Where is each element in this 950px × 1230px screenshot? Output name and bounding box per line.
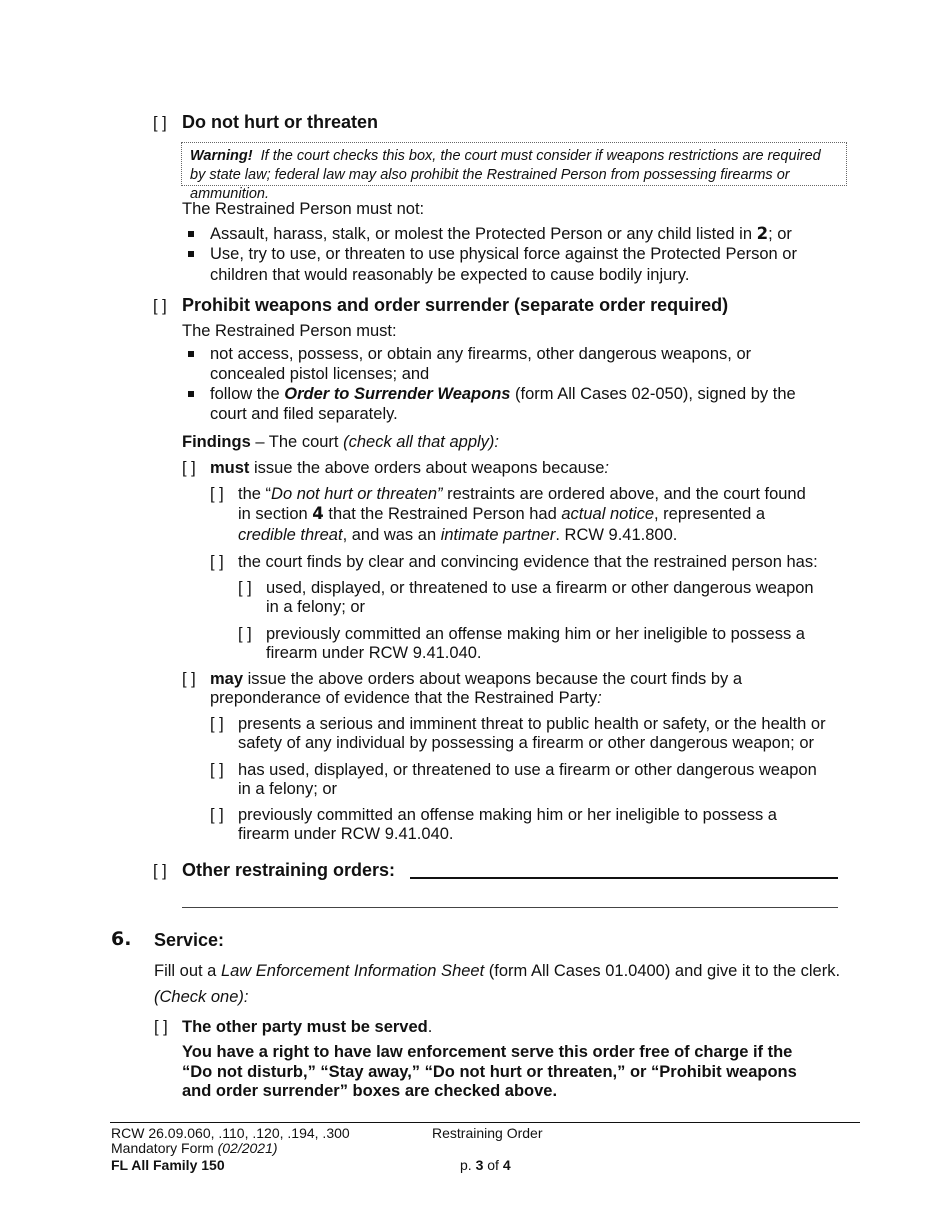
may-option3-line2: firearm under RCW 9.41.040. [238, 825, 454, 843]
must-option1-line2: in section 4 that the Restrained Person had actual notice, represented a [238, 504, 766, 523]
footer-divider [110, 1122, 860, 1123]
checkbox-must-be-served[interactable]: [ ] [154, 1018, 168, 1036]
section-title-do-not-hurt: Do not hurt or threaten [182, 112, 378, 132]
may-option3-line1: previously committed an offense making him or her ineligible to possess a [238, 806, 777, 824]
warning-label: Warning! [190, 148, 253, 164]
section-title-other-orders: Other restraining orders: [182, 860, 396, 880]
bullet-icon [188, 231, 194, 237]
footer-doc-title: Restraining Order [432, 1125, 543, 1141]
checkbox-may[interactable]: [ ] [182, 670, 196, 688]
section-number-6: 6. [111, 928, 132, 950]
must-option2b-line1: previously committed an offense making him or her ineligible to possess a [266, 625, 805, 643]
section-title-service: Service: [154, 930, 225, 950]
must-option2b-line2: firearm under RCW 9.41.040. [266, 644, 482, 662]
bullet-follow-line1: follow the Order to Surrender Weapons (form All Cases 02-050), signed by the [210, 385, 796, 403]
bullet-icon [188, 391, 194, 397]
other-orders-input-line2[interactable] [182, 907, 838, 908]
section-title-prohibit-weapons: Prohibit weapons and order surrender (separate order required) [182, 295, 729, 315]
bullet-assault: Assault, harass, stalk, or molest the Protected Person or any child listed in 2; or [210, 224, 792, 243]
checkbox-do-not-hurt-ordered[interactable]: [ ] [210, 485, 224, 503]
must-issue-line: must issue the above orders about weapons because: [210, 459, 610, 477]
bullet-icon [188, 251, 194, 257]
must-option1-line1: the “Do not hurt or threaten” restraints are ordered above, and the court found [238, 485, 806, 503]
checkbox-imminent-threat[interactable]: [ ] [210, 715, 224, 733]
may-issue-line2: preponderance of evidence that the Restrained Party: [210, 689, 602, 707]
checkbox-used-felony[interactable]: [ ] [238, 579, 252, 597]
must-option2: the court finds by clear and convincing evidence that the restrained person has: [238, 553, 818, 571]
bullet-force-line1: Use, try to use, or threaten to use physical force against the Protected Person or [210, 245, 797, 263]
footer-page-number: p. 3 of 4 [460, 1157, 511, 1173]
bullet-access-line1: not access, possess, or obtain any firearms, other dangerous weapons, or [210, 345, 752, 363]
restrained-must: The Restrained Person must: [182, 322, 397, 340]
may-option2-line2: in a felony; or [238, 780, 338, 798]
checkbox-ineligible[interactable]: [ ] [238, 625, 252, 643]
bullet-icon [188, 351, 194, 357]
may-option1-line2: safety of any individual by possessing a firearm or other dangerous weapon; or [238, 734, 814, 752]
warning-text: If the court checks this box, the court must consider if weapons restrictions are required by state law; federal law may also prohibit the Restrained Person from possessing firearms or ammunition. [190, 148, 821, 202]
right-notice-line1: You have a right to have law enforcement serve this order free of charge if the [182, 1043, 793, 1061]
may-option1-line1: presents a serious and imminent threat to public health or safety, or the health or [238, 715, 826, 733]
checkbox-other-orders[interactable]: [ ] [153, 862, 167, 880]
must-option2a-line2: in a felony; or [266, 598, 366, 616]
bullet-follow-line2: court and filed separately. [210, 405, 398, 423]
footer-mandatory: Mandatory Form (02/2021) [111, 1140, 278, 1156]
right-notice-line2: “Do not disturb,” “Stay away,” “Do not hurt or threaten,” or “Prohibit weapons [182, 1063, 797, 1081]
must-be-served: The other party must be served. [182, 1018, 433, 1036]
other-orders-input-line[interactable] [410, 877, 838, 879]
bullet-force-line2: children that would reasonably be expected to cause bodily injury. [210, 266, 690, 284]
must-option1-line3: credible threat, and was an intimate partner. RCW 9.41.800. [238, 526, 678, 544]
checkbox-clear-convincing[interactable]: [ ] [210, 553, 224, 571]
bullet-access-line2: concealed pistol licenses; and [210, 365, 430, 383]
footer-form-id: FL All Family 150 [111, 1157, 225, 1173]
footer-rcw: RCW 26.09.060, .110, .120, .194, .300 [111, 1125, 350, 1141]
may-issue-line1: may issue the above orders about weapons because the court finds by a [210, 670, 743, 688]
fill-out-line: Fill out a Law Enforcement Information Sheet (form All Cases 01.0400) and give it to the clerk. [154, 962, 841, 980]
restrained-must-not: The Restrained Person must not: [182, 200, 425, 218]
checkbox-has-used-felony[interactable]: [ ] [210, 761, 224, 779]
findings-line: Findings – The court (check all that apply): [182, 433, 499, 451]
right-notice-line3: and order surrender” boxes are checked above. [182, 1082, 558, 1100]
check-one: (Check one): [154, 988, 249, 1006]
warning-box [181, 142, 847, 202]
checkbox-may-ineligible[interactable]: [ ] [210, 806, 224, 824]
checkbox-do-not-hurt[interactable]: [ ] [153, 114, 167, 132]
may-option2-line1: has used, displayed, or threatened to use a firearm or other dangerous weapon [238, 761, 817, 779]
checkbox-prohibit-weapons[interactable]: [ ] [153, 297, 167, 315]
checkbox-must[interactable]: [ ] [182, 459, 196, 477]
must-option2a-line1: used, displayed, or threatened to use a firearm or other dangerous weapon [266, 579, 814, 597]
